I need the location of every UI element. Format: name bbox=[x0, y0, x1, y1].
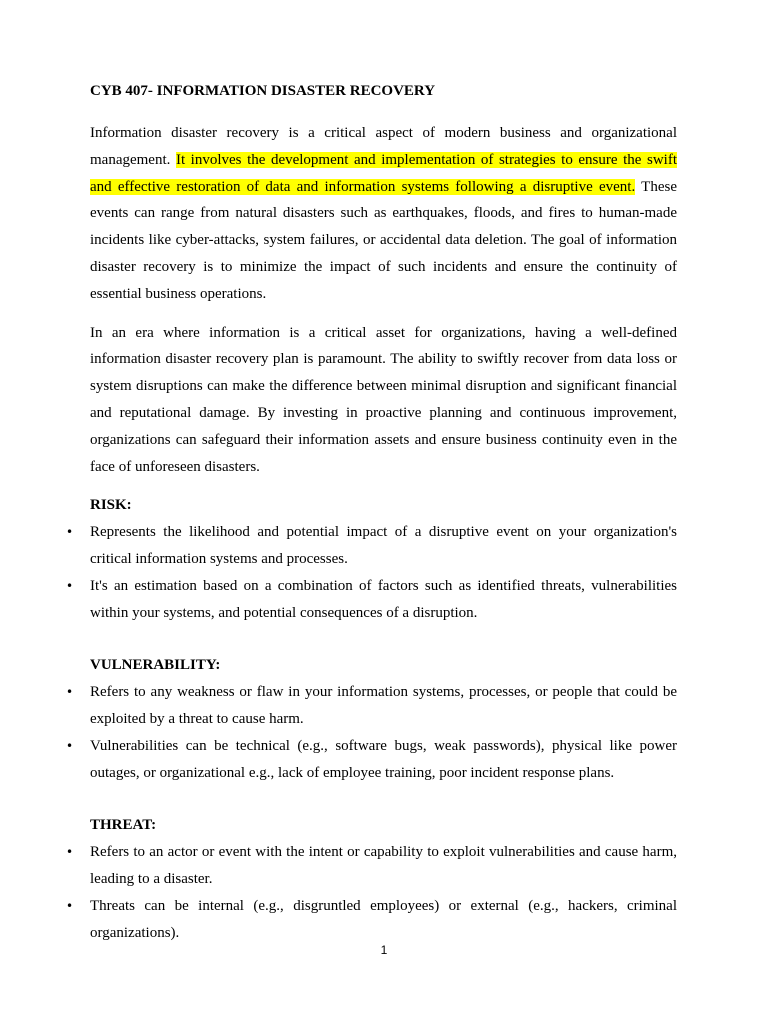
spacer bbox=[90, 626, 677, 652]
second-paragraph: In an era where information is a critical asset for organizations, having a well-defined information disaster recovery plan is paramount. The ability to swiftly recover from data loss or system disruptions can make the difference between minimal disruption and significant financial and reputational damage. By investing in proactive planning and continuous improvement, organizations can safeguard their information assets and ensure business continuity even in the face of unforeseen disasters. bbox=[90, 324, 677, 475]
bullet-list-risk bbox=[90, 519, 677, 626]
section-heading-threat: THREAT: bbox=[90, 817, 157, 834]
bullet-item: • Threats can be internal (e.g., disgruntled employees) or external (e.g., hackers, criminal organizations). bbox=[90, 893, 677, 947]
bullet-list-threat bbox=[90, 839, 677, 946]
highlighted-text: It involves the development and implementation of strategies to ensure the swift and effective restoration of data and information systems following a disruptive event. bbox=[90, 151, 677, 195]
document-body bbox=[90, 80, 677, 946]
intro-text-end: These events can range from natural disasters such as earthquakes, floods, and fires to human-made incidents like cyber-attacks, system failures, or accidental data deletion. The goal of information disaster recovery is to minimize the impact of such incidents and ensure the continuity of essential business operations. bbox=[90, 178, 677, 302]
page-number: 1 bbox=[380, 943, 388, 957]
section-heading-vulnerability: VULNERABILITY: bbox=[90, 657, 221, 674]
document-title: CYB 407- INFORMATION DISASTER RECOVERY bbox=[90, 83, 436, 99]
bullet-item: • It's an estimation based on a combination of factors such as identified threats, vulnerabilities within your systems, and potential consequences of a disruption. bbox=[90, 573, 677, 627]
section-heading-risk: RISK: bbox=[90, 497, 132, 514]
intro-paragraph bbox=[90, 120, 677, 308]
bullet-list-vulnerability bbox=[90, 679, 677, 786]
bullet-item: • Refers to any weakness or flaw in your information systems, processes, or people that could be exploited by a threat to cause harm. bbox=[90, 679, 677, 733]
bullet-item: • Represents the likelihood and potential impact of a disruptive event on your organization's critical information systems and processes. bbox=[90, 519, 677, 573]
intro-text-start: Information disaster recovery is a critical aspect of modern business and organizational management. bbox=[90, 125, 677, 168]
bullet-item: • Refers to an actor or event with the intent or capability to exploit vulnerabilities and cause harm, leading to a disaster. bbox=[90, 839, 677, 893]
section-risk bbox=[90, 492, 677, 626]
section-vulnerability bbox=[90, 652, 677, 786]
spacer bbox=[90, 786, 677, 812]
bullet-item: • Vulnerabilities can be technical (e.g., software bugs, weak passwords), physical like power outages, or organizational e.g., lack of employee training, poor incident response plans. bbox=[90, 733, 677, 787]
section-threat bbox=[90, 812, 677, 946]
